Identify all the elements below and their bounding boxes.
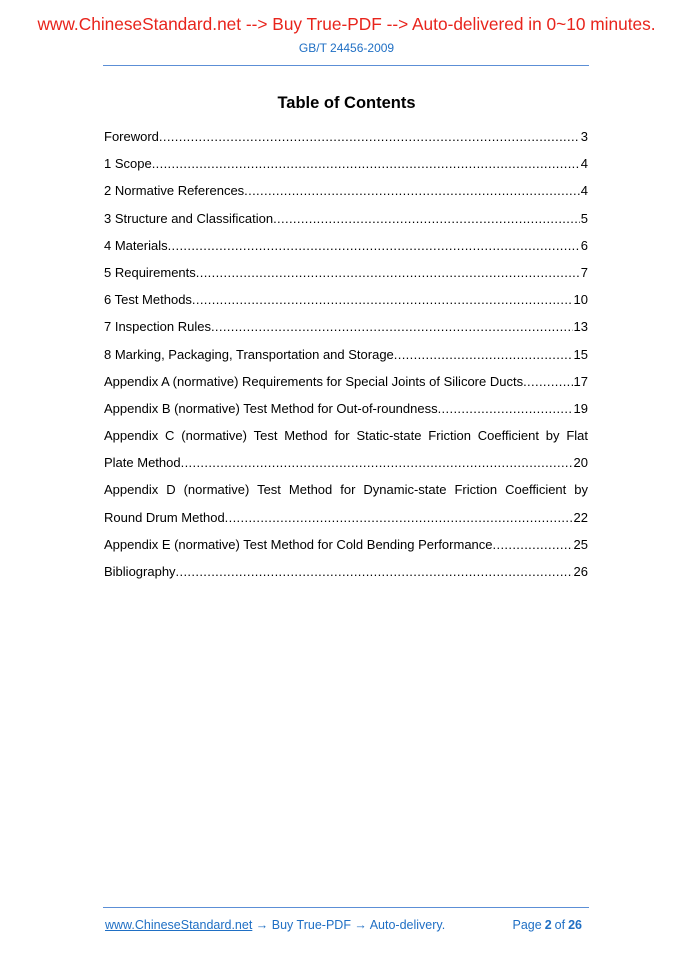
toc-entry-appendix-c[interactable]	[104, 451, 588, 478]
page-total: 26	[568, 918, 582, 932]
footer-divider	[103, 907, 589, 908]
toc-entry-page: 4	[580, 183, 588, 199]
toc-entry-title-line1: Appendix C (normative) Test Method for Static-state Friction Coefficient by Flat	[104, 428, 588, 444]
toc-leader	[523, 370, 572, 393]
toc-entry-title: 6 Test Methods	[104, 292, 192, 308]
toc-leader	[244, 179, 580, 202]
toc-entry-appendix-e[interactable]	[104, 533, 588, 560]
toc-entry-page: 3	[580, 129, 588, 144]
toc-entry-page: 25	[573, 536, 588, 552]
toc-entry-appendix-d[interactable]	[104, 506, 588, 533]
toc-entry-appendix-b[interactable]	[104, 397, 588, 424]
toc-entry-structure[interactable]	[104, 207, 588, 234]
toc-entry-scope[interactable]	[104, 152, 588, 179]
toc-leader	[159, 125, 580, 148]
footer-left	[105, 918, 445, 932]
toc-entry-title: 1 Scope	[104, 156, 152, 172]
footer-tagline: → Buy True-PDF → Auto-delivery.	[255, 918, 446, 932]
toc-entry-page: 17	[573, 373, 588, 389]
toc-entry-foreword[interactable]	[104, 125, 588, 152]
toc-leader	[168, 234, 580, 257]
header-divider	[103, 65, 589, 66]
toc-entry-materials[interactable]	[104, 234, 588, 261]
page-footer	[105, 918, 585, 932]
page-label: Page	[512, 918, 542, 932]
toc-entry-page: 26	[573, 564, 588, 579]
toc-entry-title: Appendix A (normative) Requirements for Special Joints of Silicore Ducts	[104, 373, 524, 389]
promo-banner-link[interactable]: www.ChineseStandard.net --> Buy True-PDF --> Auto-delivered in 0~10 minutes.	[37, 14, 656, 34]
toc-leader	[196, 261, 580, 284]
toc-leader	[225, 506, 573, 529]
toc-entry-page: 19	[573, 400, 588, 416]
toc-entry-title: Foreword	[104, 129, 159, 144]
toc-entry-page: 10	[573, 292, 588, 308]
toc-entry-bibliography[interactable]	[104, 560, 588, 587]
page-current: 2	[544, 918, 552, 932]
page-of: of	[554, 918, 566, 932]
toc-entry-inspection-rules[interactable]	[104, 315, 588, 342]
toc-entry-appendix-d-line1[interactable]	[104, 478, 588, 505]
toc-entry-page: 7	[580, 264, 588, 280]
toc-list	[104, 125, 588, 587]
toc-leader	[438, 397, 573, 420]
toc-entry-title: 7 Inspection Rules	[104, 319, 211, 335]
toc-entry-marking[interactable]	[104, 343, 588, 370]
toc-leader	[192, 288, 573, 311]
toc-entry-page: 20	[573, 455, 588, 471]
toc-entry-title: 3 Structure and Classification	[104, 210, 274, 226]
page-indicator	[513, 918, 586, 932]
toc-entry-title: 4 Materials	[104, 237, 168, 253]
toc-entry-test-methods[interactable]	[104, 288, 588, 315]
toc-entry-title: Bibliography	[104, 564, 176, 579]
toc-entry-page: 13	[573, 319, 588, 335]
toc-entry-requirements[interactable]	[104, 261, 588, 288]
toc-leader	[273, 207, 580, 230]
toc-leader	[493, 533, 573, 556]
toc-entry-title: Appendix E (normative) Test Method for Cold Bending Performance	[104, 536, 493, 552]
toc-title: Table of Contents	[277, 94, 416, 112]
toc-entry-page: 5	[580, 210, 588, 226]
footer-site-link[interactable]: www.ChineseStandard.net	[105, 918, 253, 932]
toc-entry-title: Plate Method	[104, 455, 181, 471]
toc-entry-page: 15	[573, 346, 588, 362]
toc-leader	[211, 315, 573, 338]
toc-entry-appendix-a[interactable]	[104, 370, 588, 397]
toc-leader	[176, 560, 573, 583]
toc-entry-page: 4	[580, 156, 588, 172]
toc-leader	[394, 343, 573, 366]
toc-entry-title: 2 Normative References	[104, 183, 245, 199]
toc-leader	[181, 451, 573, 474]
toc-leader	[152, 152, 580, 175]
toc-entry-title: Round Drum Method	[104, 509, 225, 525]
toc-entry-title: 5 Requirements	[104, 264, 196, 280]
toc-entry-title: 8 Marking, Packaging, Transportation and Storage	[104, 346, 394, 362]
toc-entry-page: 22	[573, 509, 588, 525]
standard-code: GB/T 24456-2009	[298, 41, 395, 55]
toc-entry-normative-references[interactable]	[104, 179, 588, 206]
toc-entry-page: 6	[580, 237, 588, 253]
toc-entry-title-line1: Appendix D (normative) Test Method for Dynamic-state Friction Coefficient by	[104, 482, 588, 498]
toc-entry-appendix-c-line1[interactable]	[104, 424, 588, 451]
toc-entry-title: Appendix B (normative) Test Method for Out-of-roundness	[104, 400, 438, 416]
